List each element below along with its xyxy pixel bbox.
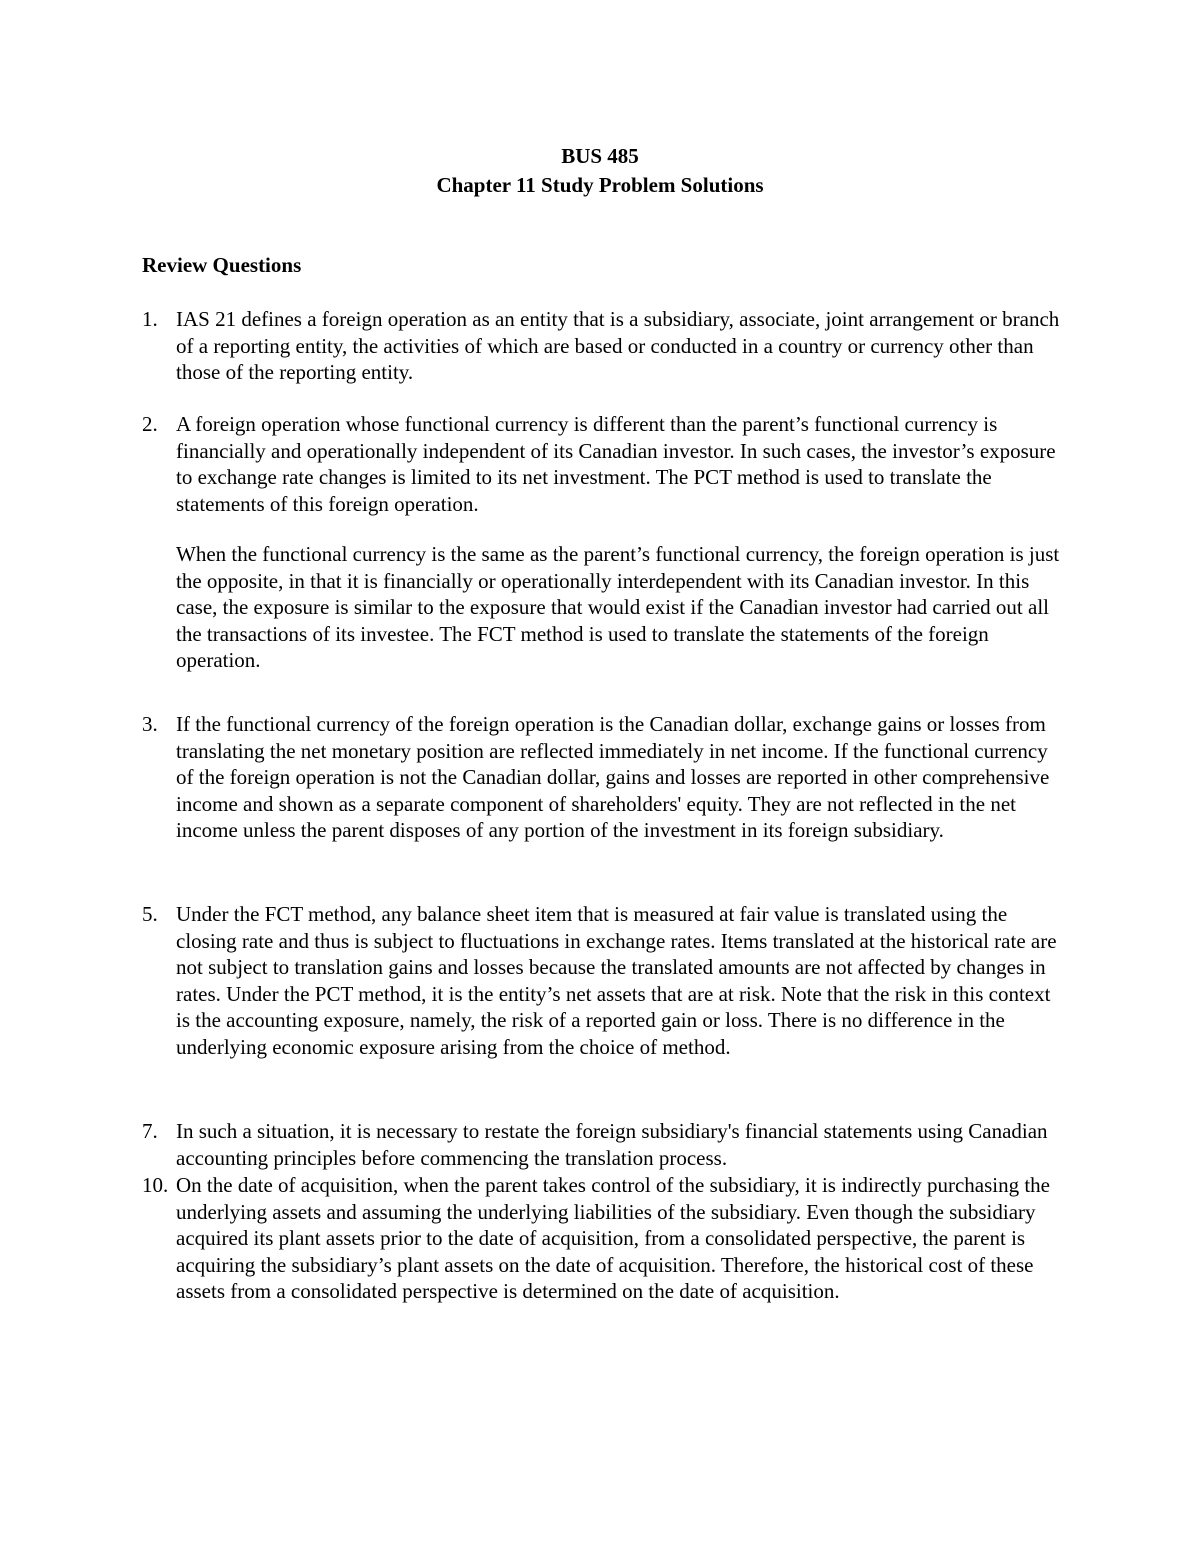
answer-number: 3. <box>142 712 158 736</box>
answer-text <box>176 901 1062 1060</box>
answer-item-1 <box>142 306 1062 386</box>
answer-item-3 <box>142 711 1062 844</box>
section-heading: Review Questions <box>142 253 302 277</box>
course-code: BUS 485 <box>561 144 639 168</box>
answer-number: 7. <box>142 1119 158 1143</box>
answer-number: 2. <box>142 412 158 436</box>
answer-item-2 <box>142 411 1062 674</box>
title-block <box>0 143 1200 201</box>
answer-paragraph: Under the FCT method, any balance sheet item that is measured at fair value is translated using the closing rate and thus is subject to fluctuations in exchange rates. Items translated at the historical rate are not subject to translation gains and losses because the translated amounts are not affected by changes in rates. Under the PCT method, it is the entity’s net assets that are at risk. Note that the risk in this context is the accounting exposure, namely, the risk of a reported gain or loss. There is no difference in the underlying economic exposure arising from the choice of method. <box>176 902 1057 1059</box>
answer-paragraph: On the date of acquisition, when the parent takes control of the subsidiary, it is indirectly purchasing the underlying assets and assuming the underlying liabilities of the subsidiary. Even though the subsidiary acquired its plant assets prior to the date of acquisition, from a consolidated perspective, the parent is acquiring the subsidiary’s plant assets on the date of acquisition. Therefore, the historical cost of these assets from a consolidated perspective is determined on the date of acquisition. <box>176 1173 1050 1303</box>
answer-text <box>176 306 1062 386</box>
answer-paragraph: A foreign operation whose functional currency is different than the parent’s functional currency is financially and operationally independent of its Canadian investor. In such cases, the investor’s exposure to exchange rate changes is limited to its net investment. The PCT method is used to translate the statements of this foreign operation. <box>176 412 1056 516</box>
answer-paragraph: If the functional currency of the foreign operation is the Canadian dollar, exchange gains or losses from translating the net monetary position are reflected immediately in net income. If the functional currency of the foreign operation is not the Canadian dollar, gains and losses are reported in other comprehensive income and shown as a separate component of shareholders' equity. They are not reflected in the net income unless the parent disposes of any portion of the investment in its foreign subsidiary. <box>176 712 1050 842</box>
answer-paragraph: IAS 21 defines a foreign operation as an entity that is a subsidiary, associate, joint arrangement or branch of a reporting entity, the activities of which are based or conducted in a country or currency other than those of the reporting entity. <box>176 307 1060 384</box>
answer-number: 10. <box>142 1173 169 1197</box>
answer-item-5 <box>142 901 1062 1060</box>
answer-text <box>176 411 1062 674</box>
answer-text <box>176 711 1062 844</box>
answer-text <box>176 1118 1062 1171</box>
answer-paragraph: In such a situation, it is necessary to restate the foreign subsidiary's financial statements using Canadian accounting principles before commencing the translation process. <box>176 1119 1048 1170</box>
answer-text <box>176 1172 1062 1305</box>
document-title: Chapter 11 Study Problem Solutions <box>436 173 764 197</box>
answer-number: 1. <box>142 307 158 331</box>
answer-paragraph: When the functional currency is the same as the parent’s functional currency, the foreign operation is just the opposite, in that it is financially or operationally interdependent with its Canadian investor. In this case, the exposure is similar to the exposure that would exist if the Canadian investor had carried out all the transactions of its investee. The FCT method is used to translate the statements of the foreign operation. <box>176 542 1060 672</box>
answer-item-10 <box>142 1172 1062 1305</box>
answer-number: 5. <box>142 902 158 926</box>
answer-item-7 <box>142 1118 1062 1171</box>
